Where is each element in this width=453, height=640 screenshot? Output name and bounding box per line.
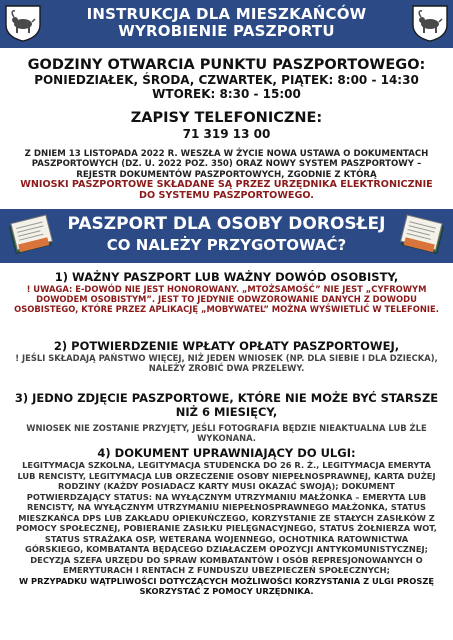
- goat-coat-of-arms-icon: [410, 3, 450, 43]
- law-highlight-line: WNIOSKI PASZPORTOWE SKŁADANE SĄ PRZEZ URZĘDNIKA ELEKTRONICZNIE: [20, 179, 433, 191]
- requirement-heading: NIŻ 6 MIESIĘCY,: [175, 405, 278, 419]
- page-title: [50, 6, 403, 40]
- final-note: SKORZYSTAĆ Z POMOCY URZĘDNIKA.: [139, 586, 314, 596]
- requirement-note: OSOBISTEGO, KTÓRE PRZEZ APLIKACJĘ „MOBYWATEL” MOŻNA WYŚWIETLIĆ W TELEFONIE.: [14, 304, 439, 315]
- list-line: GÓRSKIEGO, KOMBATANTA BĘDĄCEGO DZIAŁACZEM OPOZYCJI ANTYKOMUNISTYCZNEJ;: [25, 544, 428, 554]
- law-line: Z DNIEM 13 LISTOPADA 2022 R. WESZŁA W ŻYCIE NOWA USTAWA O DOKUMENTACH: [24, 149, 429, 159]
- law-line: REJESTR DOKUMENTÓW PASZPORTOWYCH, ZGODNIE Z KTÓRĄ: [76, 169, 377, 180]
- list-line: EMERYTURACH I RENTACH Z FUNDUSZU UBEZPIECZEŃ SPOŁECZNYCH;: [63, 565, 390, 575]
- list-line: LUB RENCISTY, LEGITYMACJA LUB ORZECZENIE OSOBY NIEPEŁNOSPRAWNEJ, KARTA DUŻEJ: [17, 470, 436, 481]
- law-notice: [8, 149, 445, 201]
- requirement-note: ! JEŚLI SKŁADAJĄ PAŃSTWO WIĘCEJ, NIŻ JEDEN WNIOSEK (NP. DLA SIEBIE I DLA DZIECKA),: [15, 353, 438, 363]
- requirement-4: [4, 446, 449, 597]
- section-title: PASZPORT DLA OSOBY DOROSŁEJ: [67, 214, 386, 234]
- requirement-heading: 1) WAŻNY PASZPORT LUB WAŻNY DOWÓD OSOBISTY,: [54, 270, 399, 284]
- requirement-2: [4, 339, 449, 373]
- documents-stack-icon: [4, 208, 60, 264]
- documents-stack-icon: [393, 208, 449, 264]
- opening-hours-heading: GODZINY OTWARCIA PUNKTU PASZPORTOWEGO:: [27, 57, 426, 73]
- title-line-2: WYROBIENIE PASZPORTU: [118, 22, 335, 40]
- list-line: STATUS STRAŻAKA OSP, WETERANA WOJENNEGO, OCHOTNIKA RATOWNICTWA: [44, 533, 409, 544]
- title-line-1: INSTRUKCJA DLA MIESZKAŃCÓW: [86, 5, 367, 23]
- final-note: W PRZYPADKU WĄTPLIWOŚCI DOTYCZĄCYCH MOŻLIWOŚCI KORZYSTANIA Z ULGI PROSZĘ: [18, 575, 435, 586]
- list-line: RENCISTY, NA WYŁĄCZNYM UTRZYMANIU NIEPEŁNOSPRAWNEGO MAŁŻONKA, STATUS: [27, 502, 426, 512]
- section-subtitle: CO NALEŻY PRZYGOTOWAĆ?: [106, 236, 347, 254]
- list-line: POTWIERDZAJĄCY STATUS: NA WYŁĄCZNYM UTRZYMANIU MAŁŻONKA – EMERYTA LUB: [26, 491, 427, 502]
- phone-heading: ZAPISY TELEFONICZNE:: [130, 110, 323, 126]
- list-line: POMOCY SPOŁECZNEJ, POBIERANIE ZASIŁKU PIELĘGNACYJNEGO, STATUS ŻOŁNIERZA WOT,: [16, 523, 437, 533]
- list-line: LEGITYMACJA SZKOLNA, LEGITYMACJA STUDENCKA DO 26 R. Ż., LEGITYMACJA EMERYTA: [22, 460, 431, 470]
- opening-hours-tuesday: WTOREK: 8:30 - 15:00: [152, 87, 301, 101]
- requirement-heading: 2) POTWIERDZENIE WPŁATY OPŁATY PASZPORTOWEJ,: [53, 339, 400, 353]
- requirement-heading: 4) DOKUMENT UPRAWNIAJĄCY DO ULGI:: [97, 446, 356, 460]
- law-line: PASZPORTOWYCH (DZ. U. 2022 POZ. 350) ORAZ NOWY SYSTEM PASZPORTOWY –: [31, 159, 422, 170]
- requirement-note: NALEŻY ZROBIĆ DWA PRZELEWY.: [148, 363, 305, 374]
- requirement-3: [4, 391, 449, 443]
- phone-number: 71 319 13 00: [182, 127, 271, 141]
- requirement-note: WNIOSEK NIE ZOSTANIE PRZYJĘTY, JEŚLI FOTOGRAFIA BĘDZIE NIEAKTUALNA LUB ŹLE: [26, 423, 427, 433]
- law-highlight-line: DO SYSTEMU PASZPORTOWEGO.: [139, 189, 314, 201]
- requirement-1: [4, 270, 449, 315]
- list-line: RODZINY (KAŻDY POSIADACZ KARTY MUSI OKAZAĆ SWOJĄ); DOKUMENT: [58, 481, 395, 491]
- requirement-note: WYKONANA.: [197, 433, 256, 444]
- list-line: DECYZJA SZEFA URZĘDU DO SPRAW KOMBATANTÓW I OSÓB REPRESJONOWANYCH O: [30, 554, 423, 565]
- goat-coat-of-arms-icon: [3, 3, 43, 43]
- opening-hours-weekdays: PONIEDZIAŁEK, ŚRODA, CZWARTEK, PIĄTEK: 8:00 - 14:30: [34, 73, 419, 87]
- requirement-heading: 3) JEDNO ZDJĘCIE PASZPORTOWE, KTÓRE NIE MOŻE BYĆ STARSZE: [14, 391, 439, 405]
- list-line: MIESZKAŃCA DPS LUB ZAKŁADU OPIEKUŃCZEGO, KORZYSTANIE ZE STAŁYCH ZASIŁKÓW Z: [18, 512, 435, 523]
- requirement-note: ! UWAGA: E-DOWÓD NIE JEST HONOROWANY. „MTOŻSAMOŚĆ” NIE JEST „CYFROWYM: [26, 284, 427, 294]
- requirement-note: DOWODEM OSOBISTYM”. JEST TO JEDYNIE ODWZOROWANIE DANYCH Z DOWODU: [36, 294, 417, 305]
- discount-documents-list: [4, 460, 449, 597]
